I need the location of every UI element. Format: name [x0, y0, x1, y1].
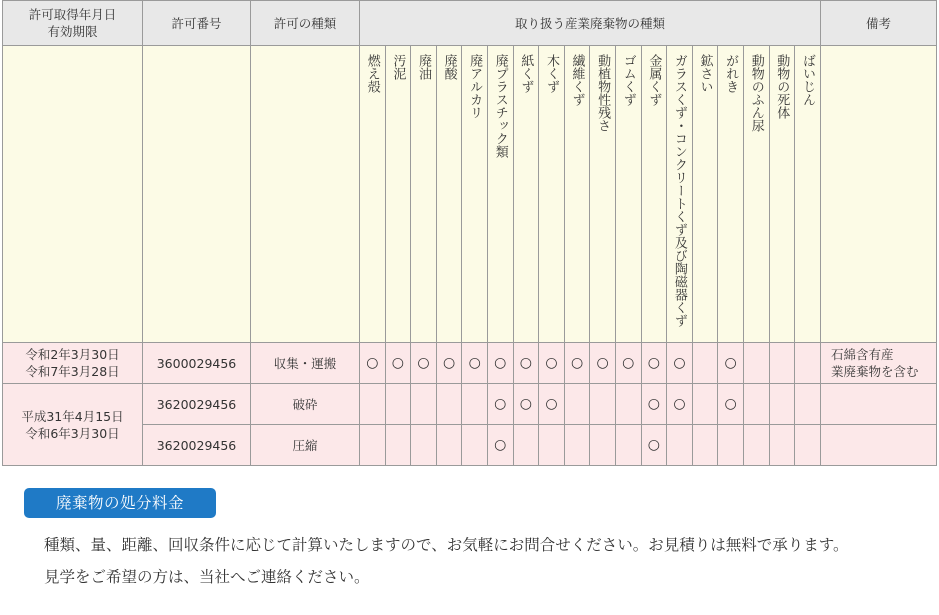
table-header-row [3, 1, 937, 46]
category-label: 燃え殻 [364, 54, 380, 93]
header-permit-type: 許可の種類 [251, 1, 360, 46]
category-label: 廃プラスチック類 [492, 54, 508, 158]
category-label: 動物のふん尿 [748, 54, 764, 132]
mark-cell [590, 384, 616, 425]
category-header [795, 46, 821, 343]
category-header [692, 46, 718, 343]
category-header [436, 46, 462, 343]
header-notes: 備考 [820, 1, 936, 46]
category-label: ゴムくず [620, 54, 636, 106]
mark-cell [411, 384, 437, 425]
mark-cell: ○ [667, 343, 693, 384]
notes-cell: 石綿含有産 業廃棄物を含む [820, 343, 936, 384]
category-header [718, 46, 744, 343]
mark-cell: ○ [590, 343, 616, 384]
table-row [3, 425, 937, 466]
permit-number-cell: 3620029456 [143, 425, 251, 466]
category-label: 汚泥 [390, 54, 406, 80]
fee-section-title: 廃棄物の処分料金 [24, 488, 216, 518]
category-header [539, 46, 565, 343]
mark-cell [795, 384, 821, 425]
category-header [360, 46, 386, 343]
category-label: 紙くず [518, 54, 534, 93]
permit-type-cell: 破砕 [251, 384, 360, 425]
mark-cell [590, 425, 616, 466]
mark-cell [718, 425, 744, 466]
category-header [411, 46, 437, 343]
mark-cell [436, 425, 462, 466]
mark-cell [795, 343, 821, 384]
mark-cell: ○ [513, 343, 539, 384]
category-label: 鉱さい [697, 54, 713, 93]
permit-number-cell: 3620029456 [143, 384, 251, 425]
mark-cell [615, 425, 641, 466]
mark-cell [692, 425, 718, 466]
fee-description: 種類、量、距離、回収条件に応じて計算いたしますので、お気軽にお問合せください。お見積りは無料で承ります。 [44, 536, 849, 554]
mark-cell: ○ [487, 425, 513, 466]
mark-cell: ○ [718, 384, 744, 425]
mark-cell [385, 384, 411, 425]
permit-type-cell: 圧縮 [251, 425, 360, 466]
category-label: 木くず [543, 54, 559, 93]
table-row [3, 384, 937, 425]
mark-cell: ○ [641, 384, 667, 425]
category-label: 繊維くず [569, 54, 585, 106]
header-permit-number: 許可番号 [143, 1, 251, 46]
mark-cell [564, 425, 590, 466]
mark-cell [743, 343, 769, 384]
mark-cell [411, 425, 437, 466]
category-label: ばいじん [800, 54, 816, 106]
category-header [513, 46, 539, 343]
table-row [3, 343, 937, 384]
category-label: 廃酸 [441, 54, 457, 80]
mark-cell: ○ [641, 425, 667, 466]
category-header [462, 46, 488, 343]
mark-cell [539, 425, 565, 466]
category-row [3, 46, 937, 343]
mark-cell: ○ [718, 343, 744, 384]
category-label: 動物の死体 [774, 54, 790, 119]
blank-cell [143, 46, 251, 343]
mark-cell [513, 425, 539, 466]
category-header [743, 46, 769, 343]
mark-cell [360, 384, 386, 425]
mark-cell: ○ [411, 343, 437, 384]
mark-cell: ○ [385, 343, 411, 384]
mark-cell [692, 384, 718, 425]
mark-cell [795, 425, 821, 466]
permit-type-cell: 収集・運搬 [251, 343, 360, 384]
notes-cell [820, 425, 936, 466]
mark-cell: ○ [667, 384, 693, 425]
category-label: ガラスくず・コンクリートくず及び陶磁器くず [671, 54, 687, 327]
category-header [615, 46, 641, 343]
header-waste-types: 取り扱う産業廃棄物の種類 [360, 1, 821, 46]
mark-cell: ○ [487, 384, 513, 425]
mark-cell: ○ [360, 343, 386, 384]
date-cell: 令和2年3月30日 令和7年3月28日 [3, 343, 143, 384]
mark-cell: ○ [564, 343, 590, 384]
category-header [641, 46, 667, 343]
category-header [667, 46, 693, 343]
mark-cell [462, 384, 488, 425]
mark-cell [615, 384, 641, 425]
mark-cell [360, 425, 386, 466]
mark-cell [385, 425, 411, 466]
mark-cell: ○ [513, 384, 539, 425]
permit-number-cell: 3600029456 [143, 343, 251, 384]
notes-cell [820, 384, 936, 425]
mark-cell [769, 425, 795, 466]
mark-cell: ○ [436, 343, 462, 384]
mark-cell [667, 425, 693, 466]
permit-table [2, 0, 937, 466]
category-header [590, 46, 616, 343]
category-header [769, 46, 795, 343]
blank-cell [251, 46, 360, 343]
mark-cell [743, 384, 769, 425]
blank-cell [3, 46, 143, 343]
mark-cell [462, 425, 488, 466]
category-label: 廃アルカリ [467, 54, 483, 119]
mark-cell [769, 343, 795, 384]
blank-cell [820, 46, 936, 343]
mark-cell [692, 343, 718, 384]
mark-cell [436, 384, 462, 425]
mark-cell [564, 384, 590, 425]
category-header [564, 46, 590, 343]
visit-note: 見学をご希望の方は、当社へご連絡ください。 [44, 568, 370, 586]
category-label: 動植物性残さ [595, 54, 611, 132]
mark-cell: ○ [539, 343, 565, 384]
date-cell: 平成31年4月15日 令和6年3月30日 [3, 384, 143, 466]
header-date: 許可取得年月日 有効期限 [3, 1, 143, 46]
mark-cell [769, 384, 795, 425]
category-header [487, 46, 513, 343]
category-label: 廃油 [415, 54, 431, 80]
mark-cell [743, 425, 769, 466]
mark-cell: ○ [641, 343, 667, 384]
mark-cell: ○ [487, 343, 513, 384]
category-header [385, 46, 411, 343]
mark-cell: ○ [462, 343, 488, 384]
category-label: 金属くず [646, 54, 662, 106]
mark-cell: ○ [539, 384, 565, 425]
mark-cell: ○ [615, 343, 641, 384]
category-label: がれき [723, 54, 739, 93]
